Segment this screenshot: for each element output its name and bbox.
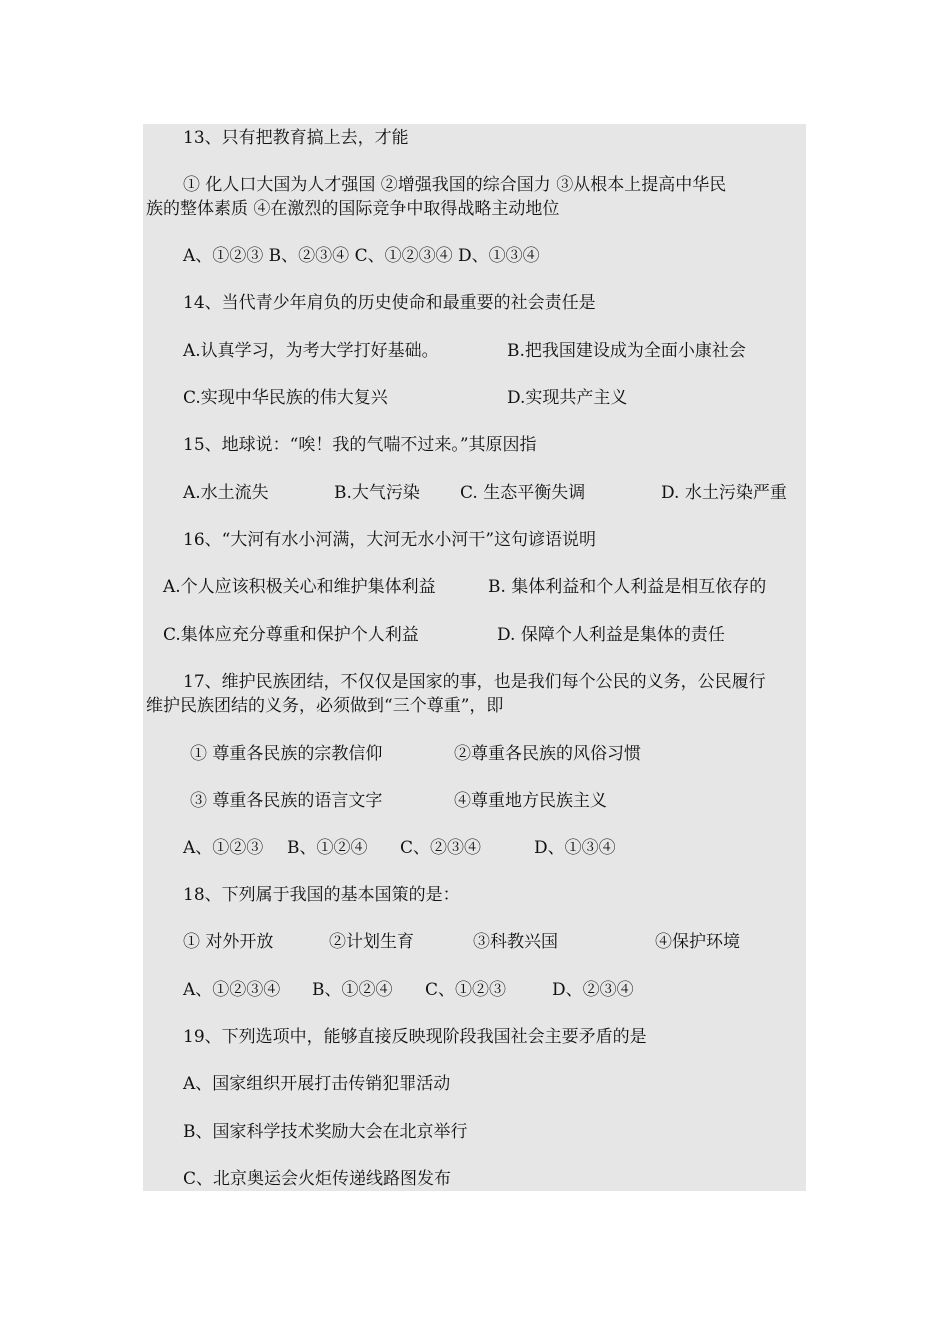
question-14-option-c: C.实现中华民族的伟大复兴 — [183, 388, 388, 408]
question-13-choices-line2: 族的整体素质 ④在激烈的国际竞争中取得战略主动地位 — [146, 199, 560, 219]
question-13-choices-line1: ① 化人口大国为人才强国 ②增强我国的综合国力 ③从根本上提高中华民 — [183, 175, 727, 195]
question-14-option-d: D.实现共产主义 — [507, 388, 628, 408]
question-17-choice-2: ②尊重各民族的风俗习惯 — [454, 744, 641, 764]
question-18-choice-2: ②计划生育 — [329, 932, 414, 952]
question-15-option-b: B.大气污染 — [334, 483, 420, 503]
question-17-option-b: B、①②④ — [287, 838, 368, 858]
question-18-option-c: C、①②③ — [425, 980, 507, 1000]
question-18-choice-3: ③科教兴国 — [473, 932, 558, 952]
question-17-choice-3: ③ 尊重各民族的语言文字 — [190, 791, 383, 811]
question-18-choice-1: ① 对外开放 — [183, 932, 274, 952]
question-17-choice-1: ① 尊重各民族的宗教信仰 — [190, 744, 383, 764]
question-16-stem: 16、“大河有水小河满，大河无水小河干”这句谚语说明 — [183, 530, 597, 550]
question-16-option-c: C.集体应充分尊重和保护个人利益 — [163, 625, 419, 645]
question-14-stem: 14、当代青少年肩负的历史使命和最重要的社会责任是 — [183, 293, 596, 313]
question-18-option-a: A、①②③④ — [183, 980, 281, 1000]
question-15-option-d: D. 水土污染严重 — [661, 483, 787, 503]
question-19-option-c: C、北京奥运会火炬传递线路图发布 — [183, 1169, 452, 1189]
question-13-stem: 13、只有把教育搞上去，才能 — [183, 128, 409, 148]
question-17-stem-line2: 维护民族团结的义务，必须做到“三个尊重”，即 — [146, 696, 504, 716]
question-15-option-a: A.水土流失 — [183, 483, 269, 503]
question-14-option-b: B.把我国建设成为全面小康社会 — [507, 341, 746, 361]
question-14-option-a: A.认真学习，为考大学打好基础。 — [183, 341, 439, 361]
question-15-option-c: C. 生态平衡失调 — [460, 483, 586, 503]
question-13-options: A、①②③ B、②③④ C、①②③④ D、①③④ — [183, 246, 540, 266]
question-18-option-b: B、①②④ — [312, 980, 393, 1000]
question-18-choice-4: ④保护环境 — [655, 932, 740, 952]
question-16-option-d: D. 保障个人利益是集体的责任 — [497, 625, 725, 645]
question-18-stem: 18、下列属于我国的基本国策的是： — [183, 885, 460, 905]
question-17-option-d: D、①③④ — [534, 838, 616, 858]
question-15-stem: 15、地球说：“唉！我的气喘不过来。”其原因指 — [183, 435, 537, 455]
question-19-option-b: B、国家科学技术奖励大会在北京举行 — [183, 1122, 468, 1142]
question-17-option-a: A、①②③ — [183, 838, 264, 858]
question-19-option-a: A、国家组织开展打击传销犯罪活动 — [183, 1074, 451, 1094]
question-17-stem-line1: 17、维护民族团结，不仅仅是国家的事，也是我们每个公民的义务，公民履行 — [183, 672, 766, 692]
question-17-choice-4: ④尊重地方民族主义 — [454, 791, 607, 811]
question-18-option-d: D、②③④ — [552, 980, 634, 1000]
question-16-option-a: A.个人应该积极关心和维护集体利益 — [163, 577, 436, 597]
question-17-option-c: C、②③④ — [400, 838, 482, 858]
question-19-stem: 19、下列选项中，能够直接反映现阶段我国社会主要矛盾的是 — [183, 1027, 647, 1047]
question-16-option-b: B. 集体利益和个人利益是相互依存的 — [488, 577, 767, 597]
